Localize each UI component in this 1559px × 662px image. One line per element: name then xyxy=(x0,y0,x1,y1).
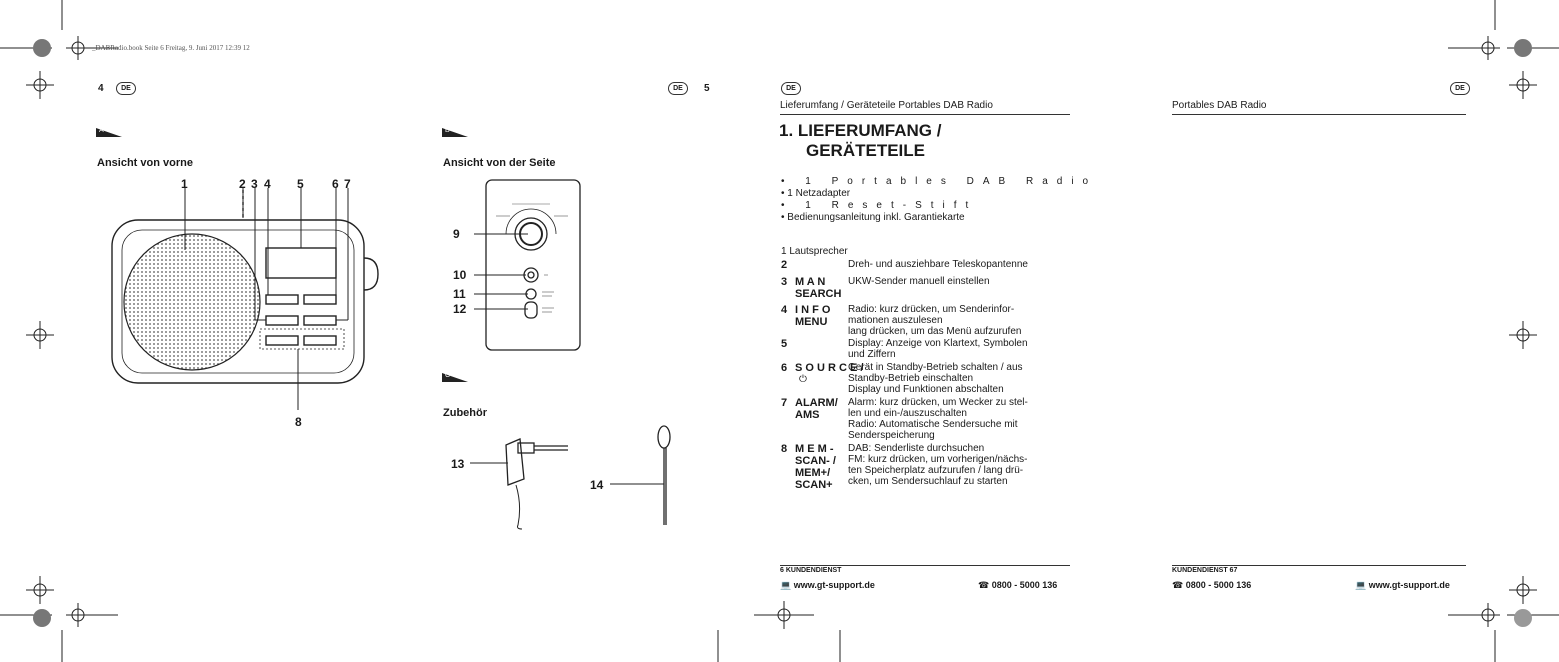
callout-12: 12 xyxy=(453,302,467,316)
language-badge-right: DE xyxy=(668,82,688,95)
part-row: 2 Dreh- und ausziehbare Teleskopantenne xyxy=(781,259,1028,271)
figure-c-flag: C xyxy=(442,373,468,382)
laptop-icon: 💻 xyxy=(780,580,792,590)
section-title: 1. LIEFERUMFANG / GERÄTETEILE xyxy=(779,121,942,160)
laptop-icon: 💻 xyxy=(1355,580,1367,590)
callout-13: 13 xyxy=(451,457,465,471)
side-view-leaders xyxy=(470,225,540,325)
part-row: 8 M E M - SCAN- / MEM+/ SCAN+ DAB: Senderliste durchsuchen FM: kurz drücken, um vorherigen/nächs- ten Speicherplatz aufzurufen / lang drü- cken, um Sendersuchlauf zu starten xyxy=(781,443,1028,491)
callout-5: 5 xyxy=(297,177,304,191)
part-row: 7 ALARM/ AMS Alarm: kurz drücken, um Wecker zu stel- len und ein-/auszuschalten Radio: Automatische Sendersuche mit Senderspeicherung xyxy=(781,397,1028,441)
bullet-item: • 1 Reset-Stift xyxy=(781,200,978,211)
running-header: Lieferumfang / Geräteteile Portables DAB Radio xyxy=(780,100,993,111)
language-badge: DE xyxy=(116,82,136,95)
part-row: 6 S O U R C E / ⏻ Gerät in Standby-Betrieb schalten / aus Standby-Betrieb einschalten Display und Funktionen abschalten xyxy=(781,362,1023,395)
callout-1: 1 xyxy=(181,177,188,191)
running-header-right: Portables DAB Radio xyxy=(1172,100,1267,111)
callout-14: 14 xyxy=(590,478,604,492)
page-number-right: 5 xyxy=(704,83,710,94)
footer-rule-right xyxy=(1172,565,1466,566)
callout-7: 7 xyxy=(344,177,351,191)
footer-label-left: 6 KUNDENDIENST xyxy=(780,567,842,574)
part-item: 1 Lautsprecher xyxy=(781,246,848,257)
footer-url-right[interactable]: 💻 www.gt-support.de xyxy=(1355,580,1450,590)
contents-list xyxy=(781,176,1201,223)
figure-b-flag: B xyxy=(442,128,468,137)
power-icon: ⏻ xyxy=(799,374,807,385)
footer-url-left[interactable]: 💻 www.gt-support.de xyxy=(780,580,875,590)
parts-table xyxy=(781,259,1111,491)
callout-10: 10 xyxy=(453,268,467,282)
header-rule-right xyxy=(1172,114,1466,115)
part-row: 3 M A N SEARCH UKW-Sender manuell einstellen xyxy=(781,276,990,300)
callout-2: 2 xyxy=(239,177,246,191)
part-row: 4 I N F O MENU Radio: kurz drücken, um Senderinfor- mationen auszulesen lang drücken, um das Menü aufzurufen xyxy=(781,304,1022,337)
footer-phone-right: ☎ 0800 - 5000 136 xyxy=(1172,580,1252,590)
phone-icon: ☎ xyxy=(978,580,990,590)
front-view-drawing xyxy=(100,170,400,430)
callout-3: 3 xyxy=(251,177,258,191)
header-rule xyxy=(780,114,1070,115)
bullet-item: • 1 Portables DAB Radio xyxy=(781,176,1098,187)
callout-4: 4 xyxy=(264,177,271,191)
language-badge-page67: DE xyxy=(1450,82,1470,95)
figure-a-title: Ansicht von vorne xyxy=(97,157,193,169)
parts-list xyxy=(781,246,848,257)
bullet-item: • Bedienungsanleitung inkl. Garantiekarte xyxy=(781,212,965,223)
callout-9: 9 xyxy=(453,227,460,241)
footer-phone-left: ☎ 0800 - 5000 136 xyxy=(978,580,1058,590)
part-row: 5 Display: Anzeige von Klartext, Symbolen und Ziffern xyxy=(781,338,1028,360)
callout-6: 6 xyxy=(332,177,339,191)
footer-rule-left xyxy=(780,565,1070,566)
bullet-item: • 1 Netzadapter xyxy=(781,188,851,199)
figure-a-flag: A xyxy=(96,128,122,137)
accessories-drawing xyxy=(470,425,690,530)
language-badge-page6: DE xyxy=(781,82,801,95)
footer-label-right: KUNDENDIENST 67 xyxy=(1172,567,1238,574)
figure-c-title: Zubehör xyxy=(443,407,487,419)
callout-8: 8 xyxy=(295,415,302,429)
phone-icon: ☎ xyxy=(1172,580,1184,590)
page-number: 4 xyxy=(98,83,104,94)
callout-11: 11 xyxy=(453,287,466,301)
figure-b-title: Ansicht von der Seite xyxy=(443,157,556,169)
slug-line: _DABRadio.book Seite 6 Freitag, 9. Juni 2017 12:39 12 xyxy=(92,44,250,52)
